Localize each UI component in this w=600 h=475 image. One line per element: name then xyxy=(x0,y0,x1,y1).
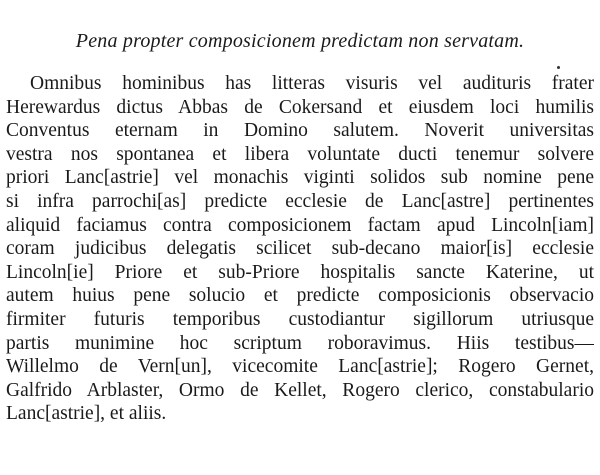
text-line: si infra parrochi[as] predicte ecclesie de Lanc[astre] pertinentes xyxy=(6,190,594,212)
document-title: Pena propter composicionem predictam non servatam. xyxy=(75,30,525,52)
text-line: vestra nos spontanea et libera voluntate ducti tenemur solvere xyxy=(6,143,594,165)
text-line: Omnibus hominibus has litteras visuris vel audituris frater xyxy=(30,73,594,94)
text-line: Galfrido Arblaster, Ormo de Kellet, Rogero clerico, constabulario xyxy=(6,379,594,401)
document-body xyxy=(6,72,594,426)
ink-speck xyxy=(557,66,560,69)
text-line: Conventus eternam in Domino salutem. Noverit universitas xyxy=(6,120,594,142)
text-line: priori Lanc[astrie] vel monachis viginti solidos sub nomine pene xyxy=(6,167,594,189)
text-line: autem huius pene solucio et predicte composicionis observacio xyxy=(6,285,594,307)
text-line: aliquid faciamus contra composicionem factam apud Lincoln[iam] xyxy=(6,214,594,236)
text-line: firmiter futuris temporibus custodiantur sigillorum utriusque xyxy=(6,308,594,330)
text-line: Herewardus dictus Abbas de Cokersand et eiusdem loci humilis xyxy=(6,96,594,118)
text-line: partis munimine hoc scriptum roboravimus. Hiis testibus— xyxy=(6,332,594,354)
text-line: Willelmo de Vern[un], vicecomite Lanc[astrie]; Rogero Gernet, xyxy=(6,356,594,378)
text-line: coram judicibus delegatis scilicet sub-decano maior[is] ecclesie xyxy=(6,238,594,260)
text-line: Lincoln[ie] Priore et sub-Priore hospitalis sancte Katerine, ut xyxy=(6,261,594,283)
text-line: Lanc[astrie], et aliis. xyxy=(6,403,167,425)
